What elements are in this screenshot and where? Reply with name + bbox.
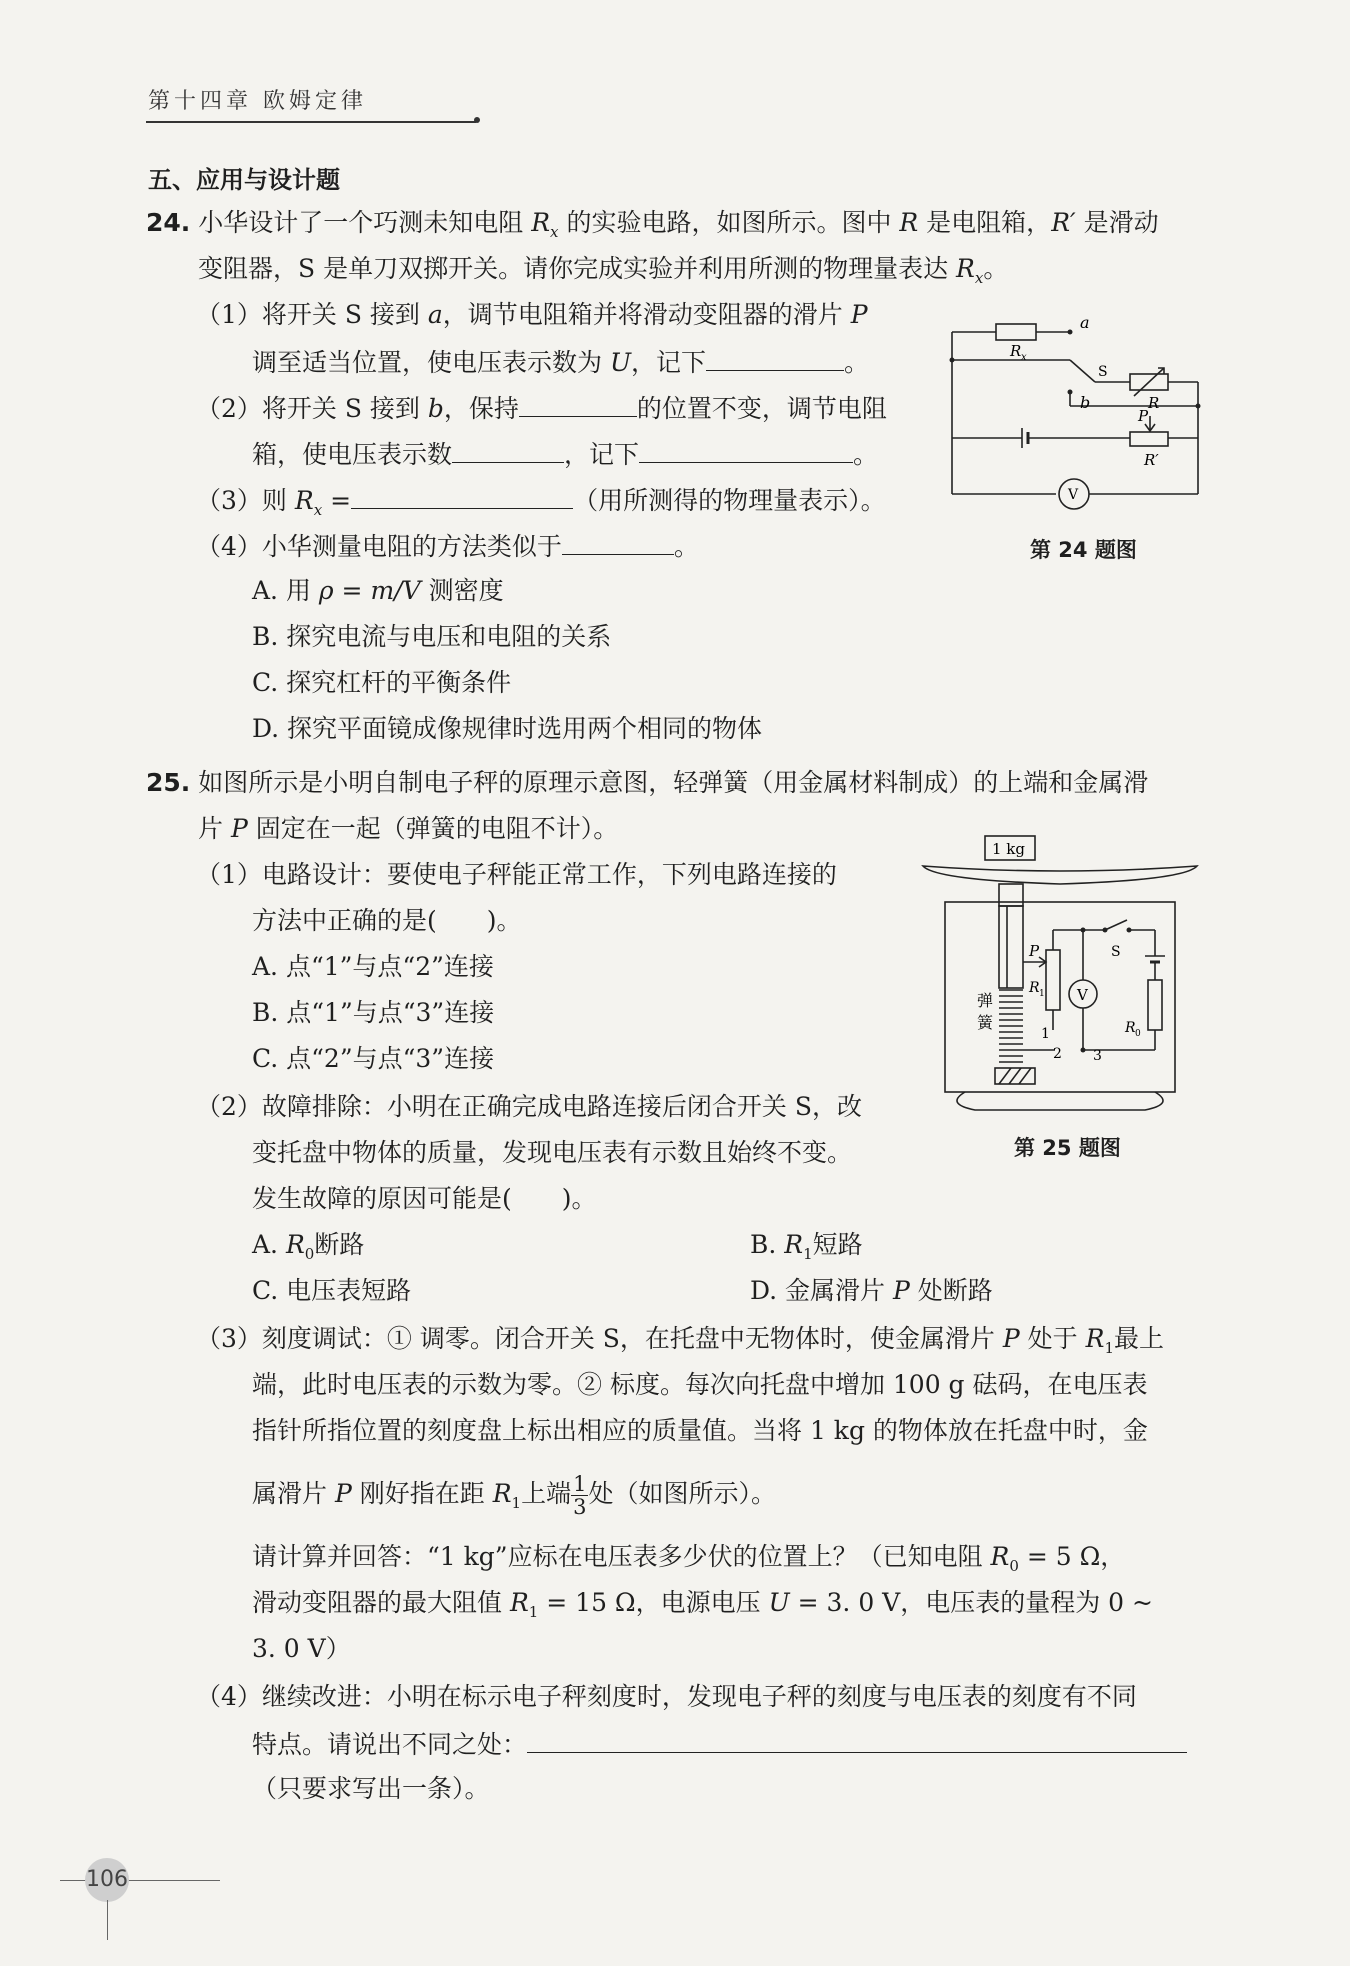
q24-text: （1）将开关 S 接到 — [196, 300, 428, 329]
q24-option-c[interactable]: C. 探究杠杆的平衡条件 — [252, 668, 512, 697]
q24-step2-line2 — [252, 436, 878, 472]
q25-text: 请计算并回答：“1 kg”应标在电压表多少伏的位置上？（已知电阻 — [252, 1542, 991, 1571]
q24-step3 — [196, 482, 886, 527]
q25-text: 刚好指在距 — [351, 1479, 493, 1508]
q25-var: R — [990, 1542, 1010, 1571]
q25-part2-option-c[interactable]: C. 电压表短路 — [252, 1276, 412, 1305]
fig25-label-p: P — [1029, 942, 1040, 960]
q24-text: 。 — [853, 440, 879, 469]
q25-part3-line5 — [252, 1540, 1125, 1583]
q24-option-b[interactable]: B. 探究电流与电压和电阻的关系 — [252, 622, 612, 651]
q25-part2-option-d[interactable] — [750, 1274, 993, 1308]
q25-part1-option-c[interactable]: C. 点“2”与点“3”连接 — [252, 1044, 495, 1073]
q25-part1-option-a[interactable]: A. 点“1”与点“2”连接 — [252, 952, 494, 981]
r1-resistor — [1046, 950, 1060, 1010]
q25-part2-line3: 发生故障的原因可能是( )。 — [252, 1184, 597, 1213]
q24-step4 — [196, 528, 699, 564]
fig25-label-s: S — [1111, 944, 1121, 960]
fig25-label-r0: R — [1125, 1020, 1136, 1036]
q25-text: 滑动变阻器的最大阻值 — [252, 1588, 510, 1617]
r0-resistor — [1148, 980, 1162, 1030]
q25-number: 25. — [146, 768, 191, 797]
q25-part4-line1: （4）继续改进：小明在标示电子秤刻度时，发现电子秤的刻度与电压表的刻度有不同 — [196, 1682, 1137, 1711]
spring — [999, 990, 1023, 1062]
q25-text: 如图所示是小明自制电子秤的原理示意图，轻弹簧（用金属材料制成）的上端和金属滑 — [198, 768, 1149, 797]
q24-text: 的实验电路，如图所示。图中 — [558, 208, 900, 237]
q24-var: R — [899, 208, 919, 237]
q25-text: 片 — [198, 814, 231, 843]
q24-sub: x — [974, 269, 984, 287]
section-title: 五、应用与设计题 — [148, 166, 340, 194]
chapter-header: 第十四章 欧姆定律 — [148, 89, 367, 114]
q24-var: b — [427, 394, 444, 423]
q24-intro-line1 — [146, 206, 1159, 249]
fraction-one-third — [571, 1473, 588, 1518]
q25-part4-line2 — [252, 1726, 1187, 1762]
rx-resistor — [996, 324, 1036, 340]
q24-step2-line1 — [196, 390, 887, 426]
fraction-denominator: 3 — [573, 1495, 587, 1519]
fig25-mass-label: 1 kg — [992, 840, 1026, 858]
figure-24-caption: 第 24 题图 — [1030, 538, 1137, 562]
q24-text: 是滑动 — [1075, 208, 1159, 237]
q24-option-a[interactable] — [252, 574, 504, 608]
q24-var: R′ — [1051, 208, 1076, 237]
fig25-point-3: 3 — [1093, 1048, 1102, 1064]
q25-text: 短路 — [812, 1230, 863, 1259]
q24-text: 小华设计了一个巧测未知电阻 — [198, 208, 532, 237]
q24-var: U — [609, 348, 632, 377]
answer-blank[interactable] — [706, 344, 844, 371]
answer-blank[interactable] — [527, 1726, 1187, 1753]
fig25-spring-label-2: 簧 — [977, 1013, 994, 1032]
q25-part3-line4 — [252, 1470, 776, 1527]
q25-text: 处于 — [1019, 1324, 1086, 1353]
q24-text: 。 — [983, 254, 1009, 283]
q24-text: （2）将开关 S 接到 — [196, 394, 428, 423]
fig24-label-s: S — [1098, 364, 1108, 380]
fig25-point-2: 2 — [1053, 1046, 1062, 1062]
q25-part3-line2: 端，此时电压表的示数为零。② 标度。每次向托盘中增加 100 g 砝码，在电压表 — [252, 1370, 1148, 1399]
fig24-label-r: R — [1148, 394, 1160, 412]
q25-text: 断路 — [314, 1230, 365, 1259]
q25-text: A. — [252, 1230, 286, 1259]
q24-var: P — [850, 300, 868, 329]
fig24-label-rx: R — [1010, 342, 1022, 360]
q24-text: = — [322, 486, 352, 515]
q25-part3-line6 — [252, 1586, 1153, 1629]
q25-intro-line1 — [146, 766, 1148, 800]
answer-blank[interactable] — [639, 436, 853, 463]
q24-text: ，记下 — [564, 440, 640, 469]
fig24-label-rx-sub: x — [1021, 352, 1027, 363]
q25-text: 上端 — [521, 1479, 572, 1508]
q25-text: 属滑片 — [252, 1479, 335, 1508]
q25-part3-line7: 3. 0 V） — [252, 1634, 351, 1663]
q24-sub: x — [550, 223, 559, 241]
q24-text: 的位置不变，调节电阻 — [636, 394, 887, 423]
q25-text: = 3. 0 V，电压表的量程为 0 ~ — [789, 1588, 1153, 1617]
q25-var: R — [285, 1230, 305, 1259]
q25-var: P — [334, 1479, 352, 1508]
q25-part1-line1: （1）电路设计：要使电子秤能正常工作，下列电路连接的 — [196, 860, 837, 889]
q25-text: （3）刻度调试：① 调零。闭合开关 S，在托盘中无物体时，使金属滑片 — [196, 1324, 1003, 1353]
q25-part1-option-b[interactable]: B. 点“1”与点“3”连接 — [252, 998, 495, 1027]
q25-part3-line1 — [196, 1322, 1164, 1365]
fig25-spring-label-1: 弹 — [977, 991, 994, 1010]
q25-part2-option-a[interactable] — [252, 1228, 364, 1271]
figure-25-caption: 第 25 题图 — [1014, 1136, 1121, 1160]
q25-var: R — [1085, 1324, 1105, 1353]
q24-text: 测密度 — [420, 576, 504, 605]
q25-text: D. 金属滑片 — [750, 1276, 893, 1305]
q24-sub: x — [313, 501, 323, 519]
q25-sub: 1 — [511, 1494, 522, 1512]
q25-text: 处断路 — [909, 1276, 993, 1305]
q25-part3-line3: 指针所指位置的刻度盘上标出相应的质量值。当将 1 kg 的物体放在托盘中时，金 — [252, 1416, 1148, 1445]
q24-text: 是电阻箱， — [918, 208, 1052, 237]
q24-text: 变阻器，S 是单刀双掷开关。请你完成实验并利用所测的物理量表达 — [198, 254, 957, 283]
q24-number: 24. — [146, 208, 191, 237]
fig24-label-b: b — [1080, 393, 1091, 412]
answer-blank[interactable] — [452, 436, 564, 463]
q24-step1-line2 — [252, 344, 869, 380]
page-number-rule — [60, 1880, 220, 1881]
q24-text: 。 — [673, 532, 699, 561]
figure-24-circuit — [930, 310, 1220, 520]
fig24-label-p: P — [1138, 407, 1149, 425]
fraction-numerator: 1 — [573, 1472, 587, 1496]
q24-text: 。 — [844, 348, 870, 377]
q25-text: B. — [750, 1230, 785, 1259]
q24-var: a — [427, 300, 443, 329]
q25-part1-line2: 方法中正确的是( )。 — [252, 906, 522, 935]
q25-part2-line2: 变托盘中物体的质量，发现电压表有示数且始终不变。 — [252, 1138, 853, 1167]
fig25-label-r1-sub: 1 — [1039, 989, 1045, 999]
q25-sub: 0 — [304, 1245, 315, 1263]
q24-step1-line1 — [196, 298, 868, 332]
fig25-label-r0-sub: 0 — [1135, 1029, 1141, 1039]
q24-text: ，保持 — [443, 394, 519, 423]
q25-part4-line3: （只要求写出一条）。 — [252, 1774, 490, 1803]
q25-text: 处（如图所示）。 — [588, 1479, 776, 1508]
fig25-label-r1: R — [1029, 980, 1040, 996]
q24-text: 箱，使电压表示数 — [252, 440, 453, 469]
fig24-voltmeter-v: V — [1068, 487, 1079, 503]
page-number: 106 — [85, 1858, 129, 1902]
header-dot — [474, 117, 480, 123]
q24-text: ，调节电阻箱并将滑动变阻器的滑片 — [442, 300, 851, 329]
header-rule — [146, 121, 476, 123]
q25-var: P — [230, 814, 248, 843]
q25-text: = 5 Ω， — [1018, 1542, 1126, 1571]
fig24-label-a: a — [1080, 313, 1090, 332]
q24-text: （4）小华测量电阻的方法类似于 — [196, 532, 562, 561]
q25-sub: 1 — [528, 1603, 539, 1621]
q24-formula: ρ = m/V — [318, 576, 421, 605]
answer-blank[interactable] — [519, 390, 637, 417]
q25-sub: 1 — [803, 1245, 813, 1263]
q24-var: R — [956, 254, 975, 283]
q25-text: 固定在一起（弹簧的电阻不计）。 — [247, 814, 619, 843]
answer-blank[interactable] — [351, 482, 573, 509]
q25-text: 最上 — [1114, 1324, 1165, 1353]
q24-option-d[interactable]: D. 探究平面镜成像规律时选用两个相同的物体 — [252, 714, 763, 743]
q25-part2-line1: （2）故障排除：小明在正确完成电路连接后闭合开关 S，改 — [196, 1092, 862, 1121]
q25-var: U — [768, 1588, 790, 1617]
q24-text: 调至适当位置，使电压表示数为 — [252, 348, 610, 377]
answer-blank[interactable] — [562, 528, 674, 555]
q24-text: A. 用 — [252, 576, 319, 605]
q25-var: P — [1002, 1324, 1020, 1353]
figure-25-electronic-scale — [915, 830, 1205, 1115]
fig24-label-rprime: R′ — [1144, 451, 1159, 469]
fig25-voltmeter-v: V — [1077, 986, 1088, 1004]
q25-var: R — [784, 1230, 804, 1259]
q24-var: R — [294, 486, 314, 515]
q24-text: （3）则 — [196, 486, 295, 515]
q25-text: 特点。请说出不同之处： — [252, 1730, 528, 1759]
q25-var: R — [509, 1588, 529, 1617]
q25-part2-option-b[interactable] — [750, 1228, 863, 1271]
q24-text: ，记下 — [631, 348, 707, 377]
tray — [923, 866, 1197, 884]
q24-intro-line2 — [198, 252, 1008, 295]
page-number-tick — [107, 1900, 108, 1940]
q24-text: （用所测得的物理量表示）。 — [573, 486, 886, 515]
q24-var: R — [531, 208, 551, 237]
q25-sub: 1 — [1104, 1339, 1114, 1357]
q25-var: R — [492, 1479, 512, 1508]
q25-var: P — [893, 1276, 910, 1305]
q25-text: = 15 Ω，电源电压 — [538, 1588, 769, 1617]
q25-intro-line2 — [198, 812, 618, 846]
fig25-point-1: 1 — [1041, 1026, 1050, 1042]
q25-sub: 0 — [1009, 1557, 1019, 1575]
